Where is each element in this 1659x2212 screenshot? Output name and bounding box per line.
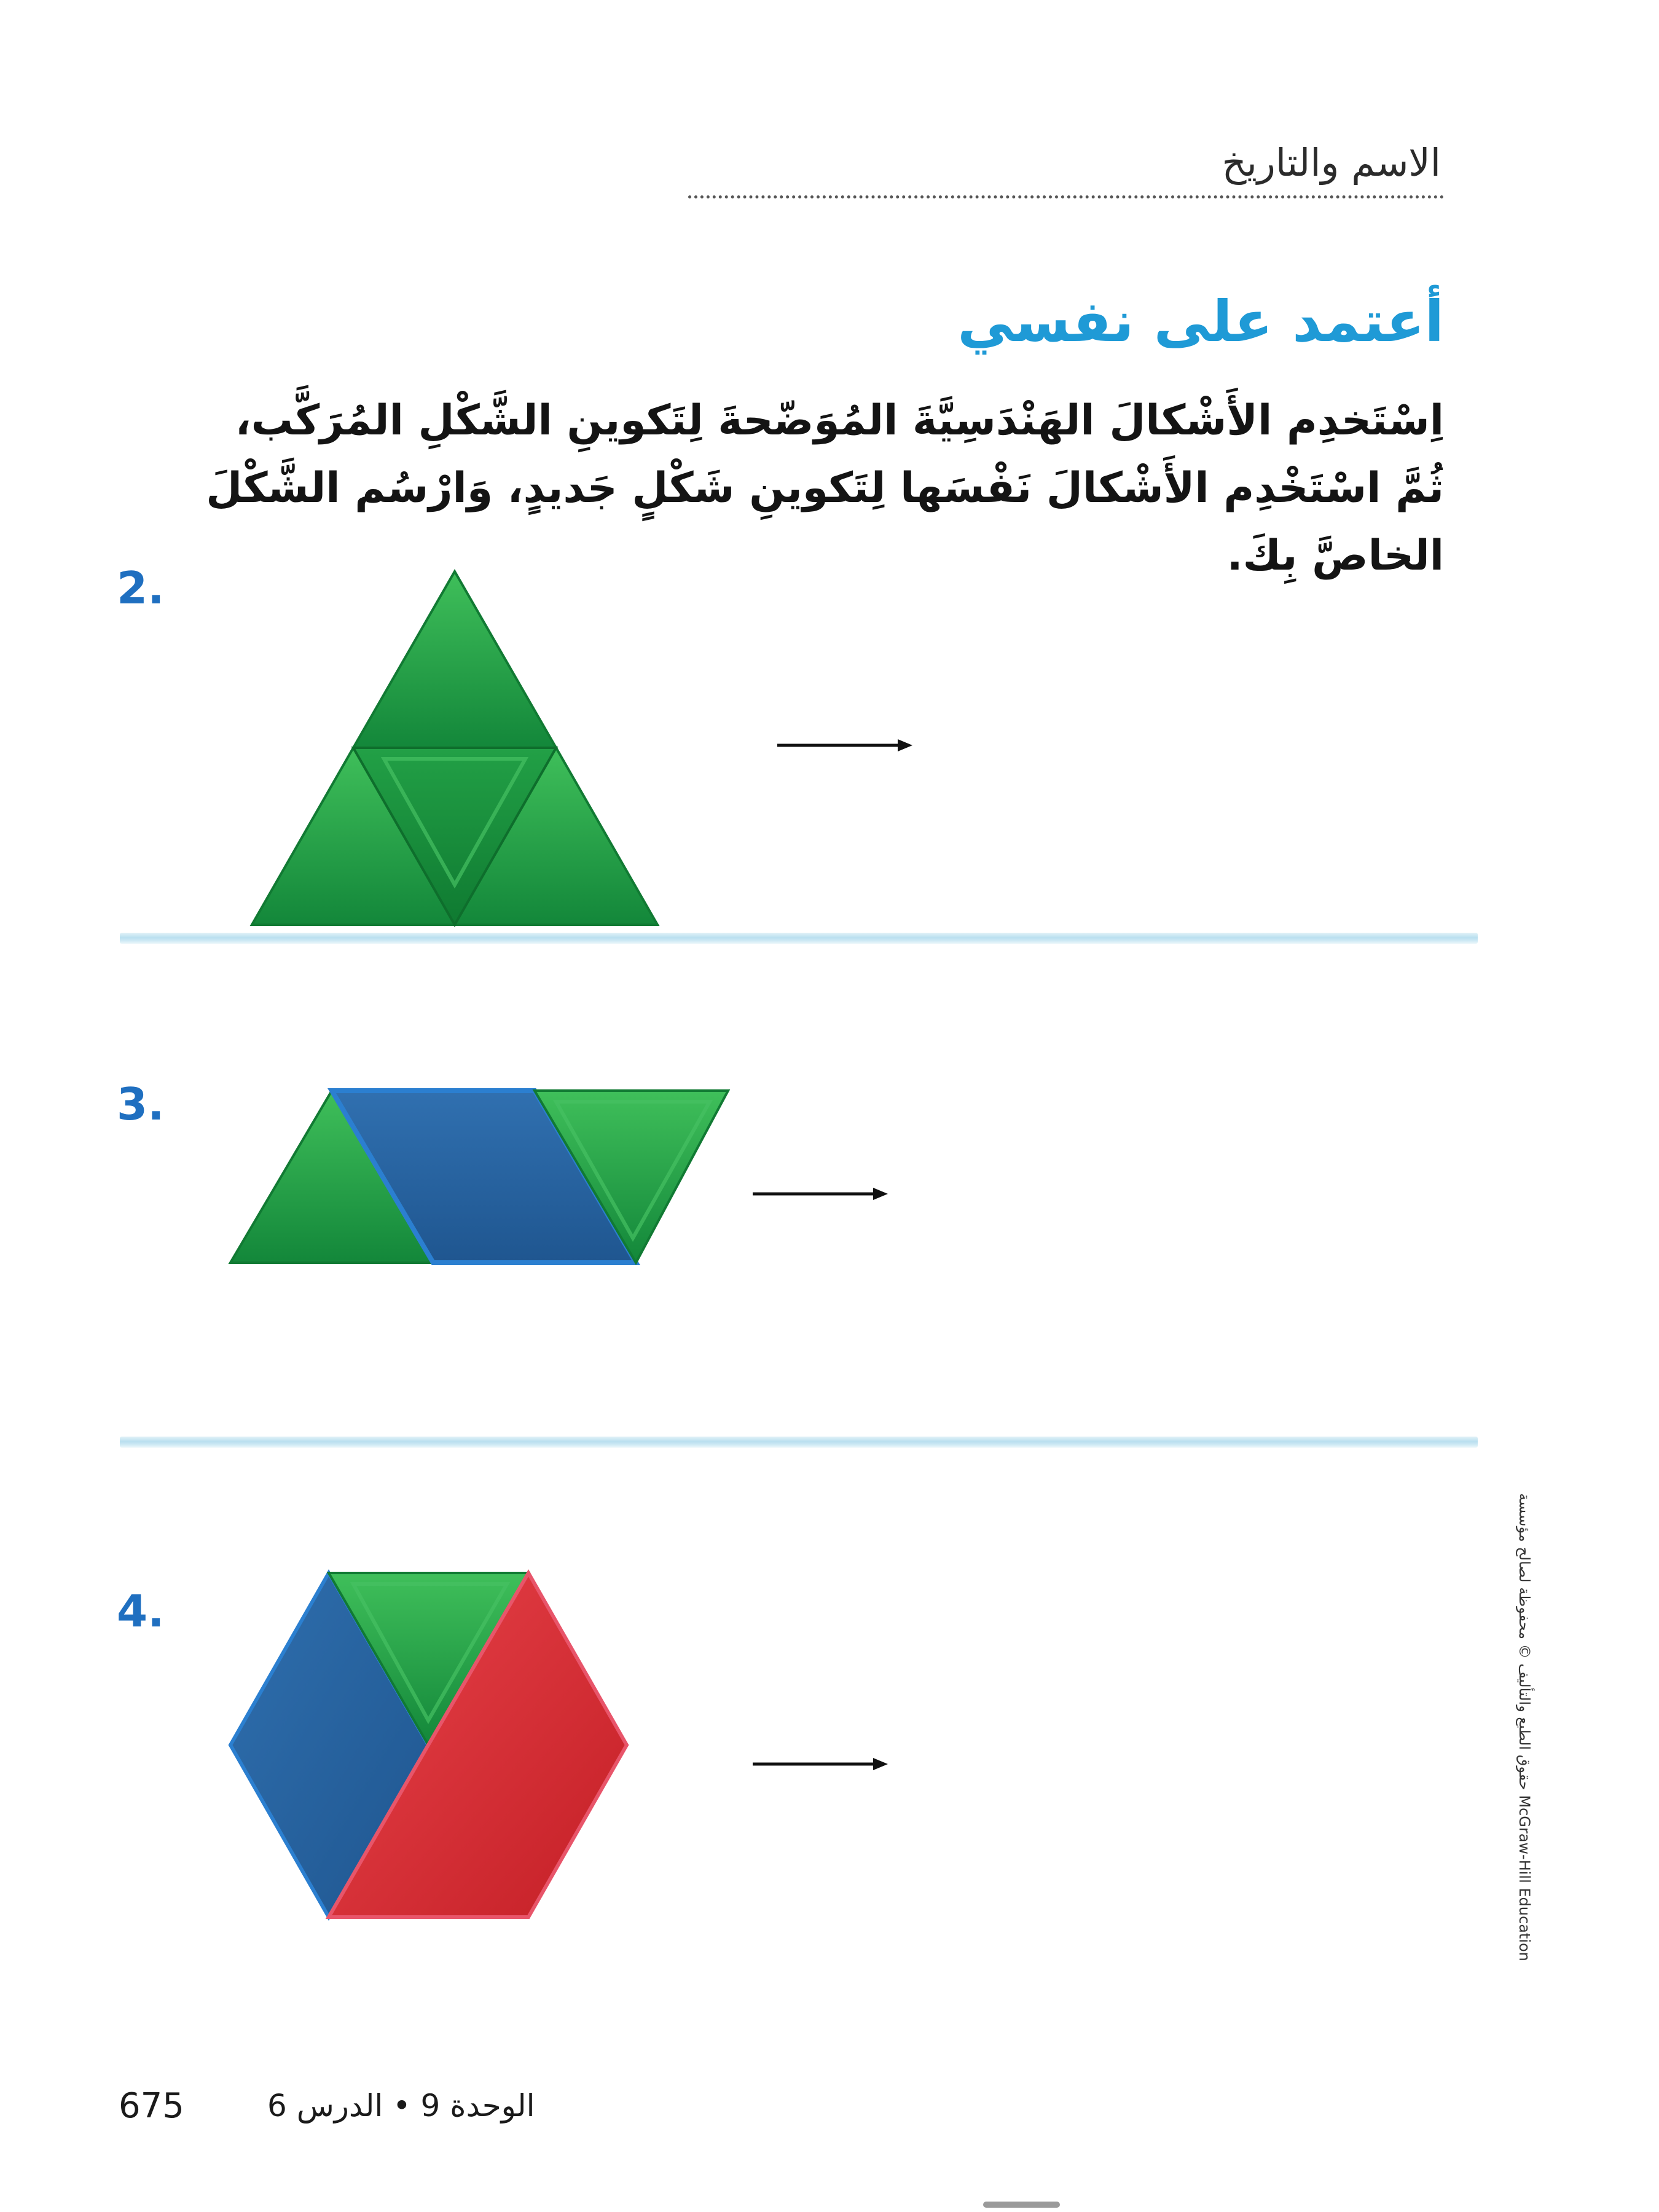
instructions-text: اِسْتَخدِم الأَشْكالَ الهَنْدَسِيَّةَ المُوَضّحةَ لِتَكوينِ الشَّكْلِ المُرَكَّب، ثُمَّ اسْتَخْدِم الأَشْكالَ نَفْسَها لِتَكوينِ شَكْلٍ جَديدٍ، وَارْسُم الشَّكْلَ الخاصَّ بِكَ. [206, 396, 1444, 580]
problem-3-composite-parallelogram [230, 1091, 728, 1263]
copyright-notice: حقوق الطبع والتأليف © محفوظة لصالح مؤسسة McGraw-Hill Education [1516, 1493, 1533, 1961]
problem-4-composite-hexagon [230, 1573, 627, 1917]
arrow-icon [753, 1186, 888, 1202]
lesson-label: الوحدة 9 • الدرس 6 [267, 2088, 535, 2124]
green-triangle-top [353, 571, 556, 748]
section-title: أعتمد على نفسي [957, 289, 1444, 355]
page-number: 675 [119, 2086, 184, 2126]
name-date-line [688, 195, 1444, 198]
problem-number-4: 4. [117, 1585, 165, 1637]
name-date-label: الاسم والتاريخ [1222, 140, 1441, 185]
section-divider [120, 1437, 1478, 1448]
section-divider [120, 933, 1478, 944]
problem-number-2: 2. [117, 562, 165, 614]
problem-2-composite-triangle [252, 571, 657, 925]
arrow-icon [777, 737, 912, 753]
problem-number-3: 3. [117, 1078, 165, 1130]
arrow-icon [753, 1756, 888, 1772]
home-indicator[interactable] [983, 2202, 1060, 2208]
